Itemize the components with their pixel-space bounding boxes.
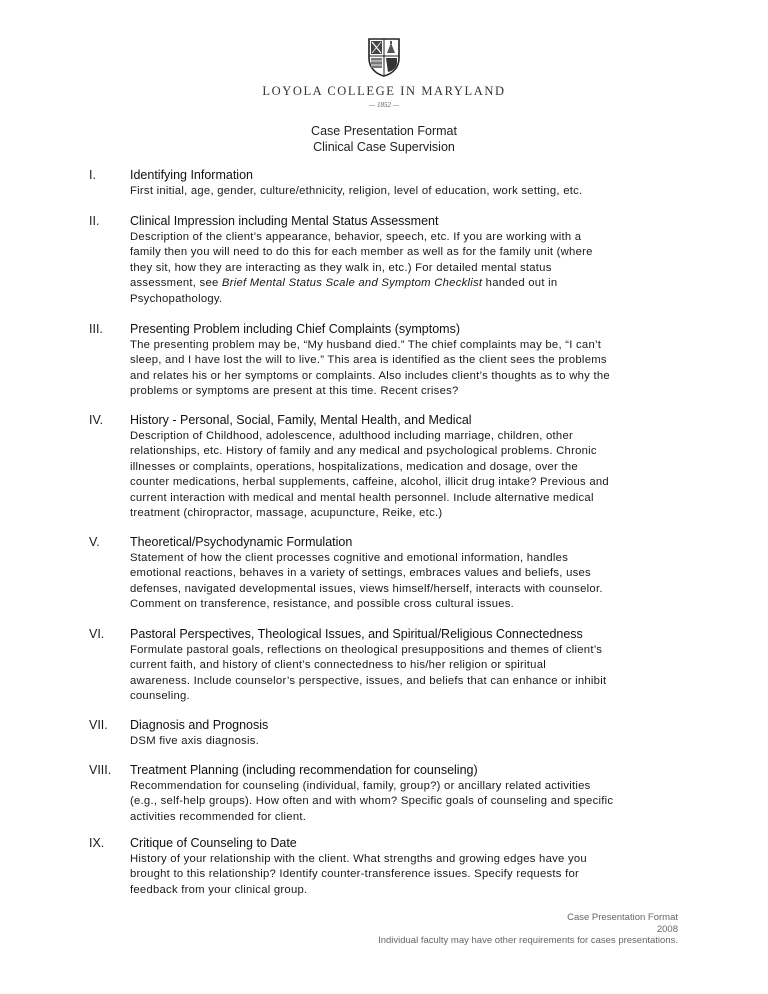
section-critique bbox=[89, 836, 689, 898]
section-number: VI. bbox=[89, 627, 105, 641]
section-heading: Identifying Information bbox=[130, 168, 253, 182]
section-body: Description of Childhood, adolescence, adulthood including marriage, children, other relationships, etc. History of family and any medical and psychological problems. Chronic illnesses or complaints, operations, hospitalizations, medication and dosage, over the counter medications, herbal supplements, caffeine, alcohol, illicit drug intake? Previous and current interaction with medical and mental health personnel. Include alternative medical treatment (chiropractor, massage, acupuncture, Reike, etc.) bbox=[130, 429, 609, 519]
section-presenting-problem bbox=[89, 322, 689, 400]
section-heading: Presenting Problem including Chief Complaints (symptoms) bbox=[130, 322, 460, 336]
section-body: Formulate pastoral goals, reflections on theological presuppositions and themes of client’s current faith, and history of client’s connectedness to his/her religion or spiritual awareness. Include counselor’s perspective, issues, and beliefs that can enhance or inhibit counseling. bbox=[130, 643, 607, 702]
section-body: First initial, age, gender, culture/ethnicity, religion, level of education, work setting, etc. bbox=[130, 184, 583, 197]
title-line-2: Clinical Case Supervision bbox=[313, 139, 455, 154]
section-diagnosis bbox=[89, 718, 689, 749]
document-title bbox=[0, 124, 768, 155]
college-seal-logo bbox=[366, 36, 402, 78]
section-heading: Theoretical/Psychodynamic Formulation bbox=[130, 535, 353, 549]
section-body: History of your relationship with the client. What strengths and growing edges have you brought to this relationship? Identify counter-transference issues. Specify requests for feedback from your clinical group. bbox=[130, 852, 587, 896]
footer-note: Individual faculty may have other requirements for cases presentations. bbox=[378, 935, 678, 946]
section-heading: History - Personal, Social, Family, Mental Health, and Medical bbox=[130, 413, 472, 427]
footer-title: Case Presentation Format bbox=[567, 912, 678, 923]
section-heading: Clinical Impression including Mental Status Assessment bbox=[130, 214, 439, 228]
section-theoretical-formulation bbox=[89, 535, 689, 613]
body-text-part: handed out in Psychopathology. bbox=[130, 277, 558, 305]
section-heading: Diagnosis and Prognosis bbox=[130, 718, 269, 732]
section-body: The presenting problem may be, “My husband died.” The chief complaints may be, “I can’t sleep, and I have lost the will to live.” This area is identified as the client sees the problems and relates his or her symptoms or complaints. Also includes client’s thoughts as to why the problems or symptoms are present at this time. Recent crises? bbox=[130, 338, 610, 397]
section-number: IX. bbox=[89, 836, 105, 850]
section-body bbox=[130, 230, 689, 308]
page-footer bbox=[378, 912, 678, 947]
section-number: III. bbox=[89, 322, 103, 336]
section-identifying-information bbox=[89, 168, 689, 199]
section-number: I. bbox=[89, 168, 96, 182]
section-clinical-impression bbox=[89, 214, 689, 307]
section-number: V. bbox=[89, 535, 100, 549]
footer-year: 2008 bbox=[656, 923, 678, 935]
founded-year: — 1852 — bbox=[369, 101, 399, 109]
section-body: Recommendation for counseling (individual, family, group?) or ancillary related activities (e.g., self-help groups). How often and with whom? Specific goals of counseling and specific activities recommended for client. bbox=[130, 779, 614, 823]
section-number: II. bbox=[89, 214, 100, 228]
section-heading: Pastoral Perspectives, Theological Issues, and Spiritual/Religious Connectedness bbox=[130, 627, 583, 641]
section-heading: Treatment Planning (including recommendation for counseling) bbox=[130, 763, 478, 777]
checklist-title: Brief Mental Status Scale and Symptom Checklist bbox=[221, 277, 483, 289]
section-history bbox=[89, 413, 689, 522]
body-text-part: Description of the client’s appearance, behavior, speech, etc. If you are working with a family then you will need to do this for each member as well as for the family unit (where they sit, how they are interacting as they walk in, etc.) For detailed mental status assessment, see bbox=[130, 230, 593, 289]
title-line-1: Case Presentation Format bbox=[311, 124, 457, 138]
section-number: VIII. bbox=[89, 763, 112, 777]
section-body: DSM five axis diagnosis. bbox=[130, 734, 260, 747]
section-treatment-planning bbox=[89, 763, 689, 825]
section-pastoral-perspectives bbox=[89, 627, 689, 705]
section-number: IV. bbox=[89, 413, 104, 427]
section-body: Statement of how the client processes cognitive and emotional information, handles emotional reactions, behaves in a variety of settings, embraces values and beliefs, uses defenses, navigated developmental issues, views himself/herself, interacts with counselor. Comment on transference, resistance, and possible cross cultural issues. bbox=[130, 551, 603, 610]
college-name: LOYOLA COLLEGE IN MARYLAND bbox=[262, 84, 506, 98]
section-heading: Critique of Counseling to Date bbox=[130, 836, 297, 850]
section-number: VII. bbox=[89, 718, 108, 732]
